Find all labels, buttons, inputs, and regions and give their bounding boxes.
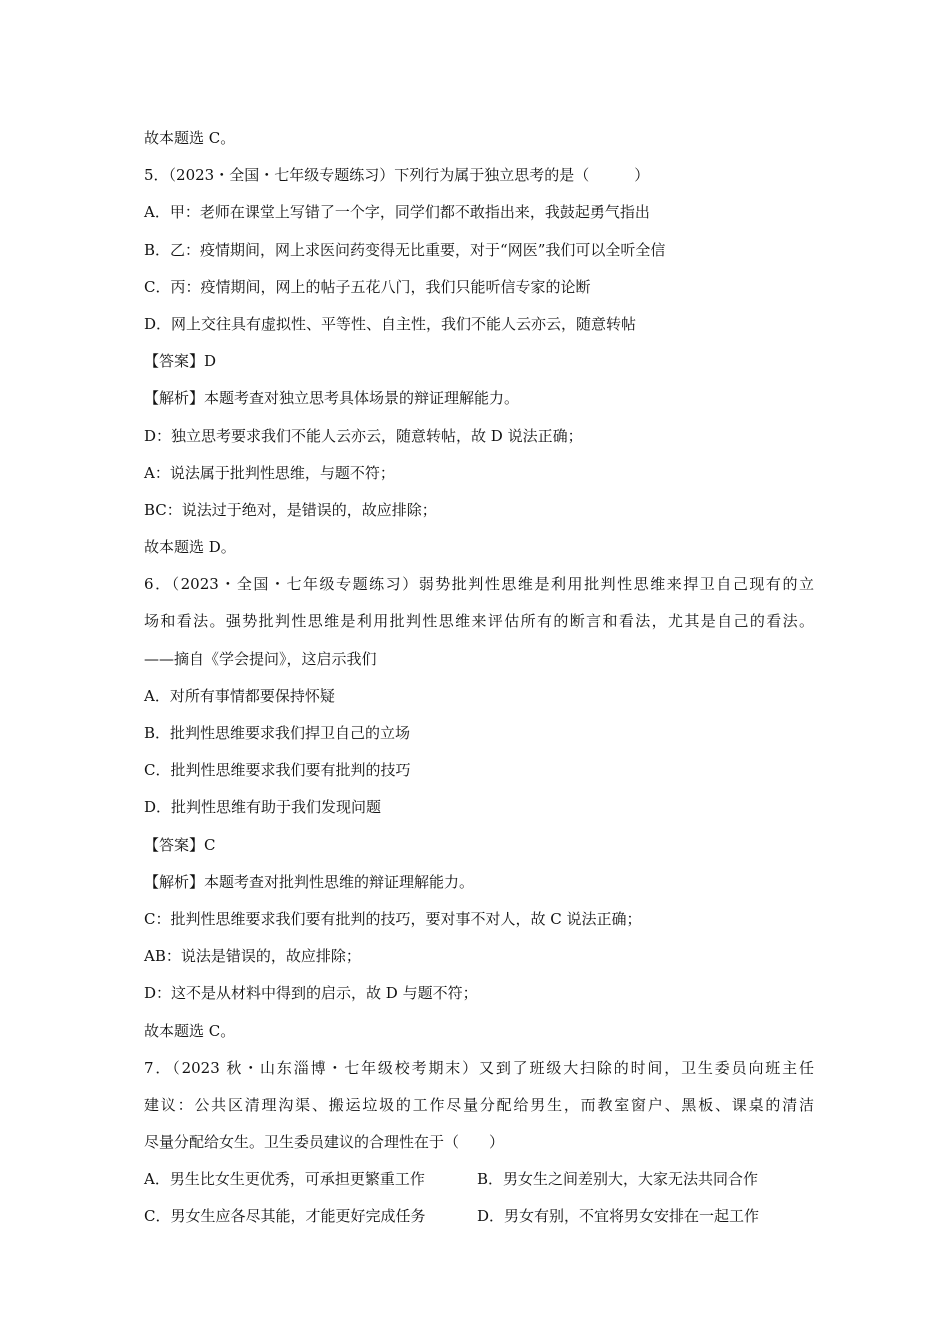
q5-conclusion: 故本题选 D。 — [144, 538, 236, 557]
q6-option-b: B．批判性思维要求我们捍卫自己的立场 — [144, 724, 411, 742]
q6-explanation-2: AB：说法是错误的，故应排除； — [144, 947, 361, 966]
q7-stem-line-1: 7．（2023 秋・山东淄博・七年级校考期末）又到了班级大扫除的时间，卫生委员向班主任 — [144, 1058, 814, 1077]
q6-explanation-1: C：批判性思维要求我们要有批判的技巧，要对事不对人，故 C 说法正确； — [144, 909, 642, 928]
q6-stem-line-2: 场和看法。强势批判性思维是利用批判性思维来评估所有的断言和看法，尤其是自己的看法。 — [144, 612, 814, 631]
q6-answer: 【答案】C — [144, 835, 216, 854]
q6-stem-line-3: ——摘自《学会提问》，这启示我们 — [144, 649, 377, 668]
q5-stem: 5．（2023・全国・七年级专题练习）下列行为属于独立思考的是（ ） — [144, 166, 650, 185]
q6-stem-line-1: 6．（2023・全国・七年级专题练习）弱势批判性思维是利用批判性思维来捍卫自己现有的立 — [144, 575, 814, 594]
q7-option-a: A．男生比女生更优秀，可承担更繁重工作 — [144, 1170, 425, 1189]
q6-analysis: 【解析】本题考查对批判性思维的辩证理解能力。 — [144, 872, 475, 891]
q7-stem-line-2: 建议：公共区清理沟渠、搬运垃圾的工作尽量分配给男生，而教室窗户、黑板、课桌的清洁 — [144, 1095, 814, 1114]
q5-explanation-1: D：独立思考要求我们不能人云亦云，随意转帖，故 D 说法正确； — [144, 426, 583, 445]
q6-option-c: C．批判性思维要求我们要有批判的技巧 — [144, 761, 411, 780]
q5-answer: 【答案】D — [144, 352, 217, 371]
q6-explanation-3: D：这不是从材料中得到的启示，故 D 与题不符； — [144, 984, 478, 1003]
q7-option-b: B．男女生之间差别大，大家无法共同合作 — [477, 1170, 759, 1189]
q7-option-c: C．男女生应各尽其能，才能更好完成任务 — [144, 1207, 426, 1226]
q4-conclusion: 故本题选 C。 — [144, 129, 236, 147]
q5-explanation-3: BC：说法过于绝对，是错误的，故应排除； — [144, 500, 437, 519]
q6-option-a: A．对所有事情都要保持怀疑 — [144, 686, 335, 705]
q5-option-c: C．丙：疫情期间，网上的帖子五花八门，我们只能听信专家的论断 — [144, 277, 591, 296]
q7-stem-line-3: 尽量分配给女生。卫生委员建议的合理性在于（ ） — [144, 1133, 505, 1152]
q7-option-d: D．男女有别，不宜将男女安排在一起工作 — [477, 1207, 760, 1226]
q5-option-d: D．网上交往具有虚拟性、平等性、自主性，我们不能人云亦云，随意转帖 — [144, 314, 637, 333]
q7-options-row-1 — [144, 1161, 814, 1198]
q5-option-a: A．甲：老师在课堂上写错了一个字，同学们都不敢指出来，我鼓起勇气指出 — [144, 203, 650, 222]
q6-conclusion: 故本题选 C。 — [144, 1021, 236, 1040]
q5-option-b: B．乙：疫情期间，网上求医问药变得无比重要，对于“网医”我们可以全听全信 — [144, 240, 666, 259]
q6-option-d: D．批判性思维有助于我们发现问题 — [144, 798, 382, 817]
q7-options-row-2 — [144, 1198, 814, 1235]
document-page — [144, 120, 814, 1236]
q5-explanation-2: A：说法属于批判性思维，与题不符； — [144, 463, 395, 482]
q5-analysis: 【解析】本题考查对独立思考具体场景的辩证理解能力。 — [144, 389, 520, 408]
